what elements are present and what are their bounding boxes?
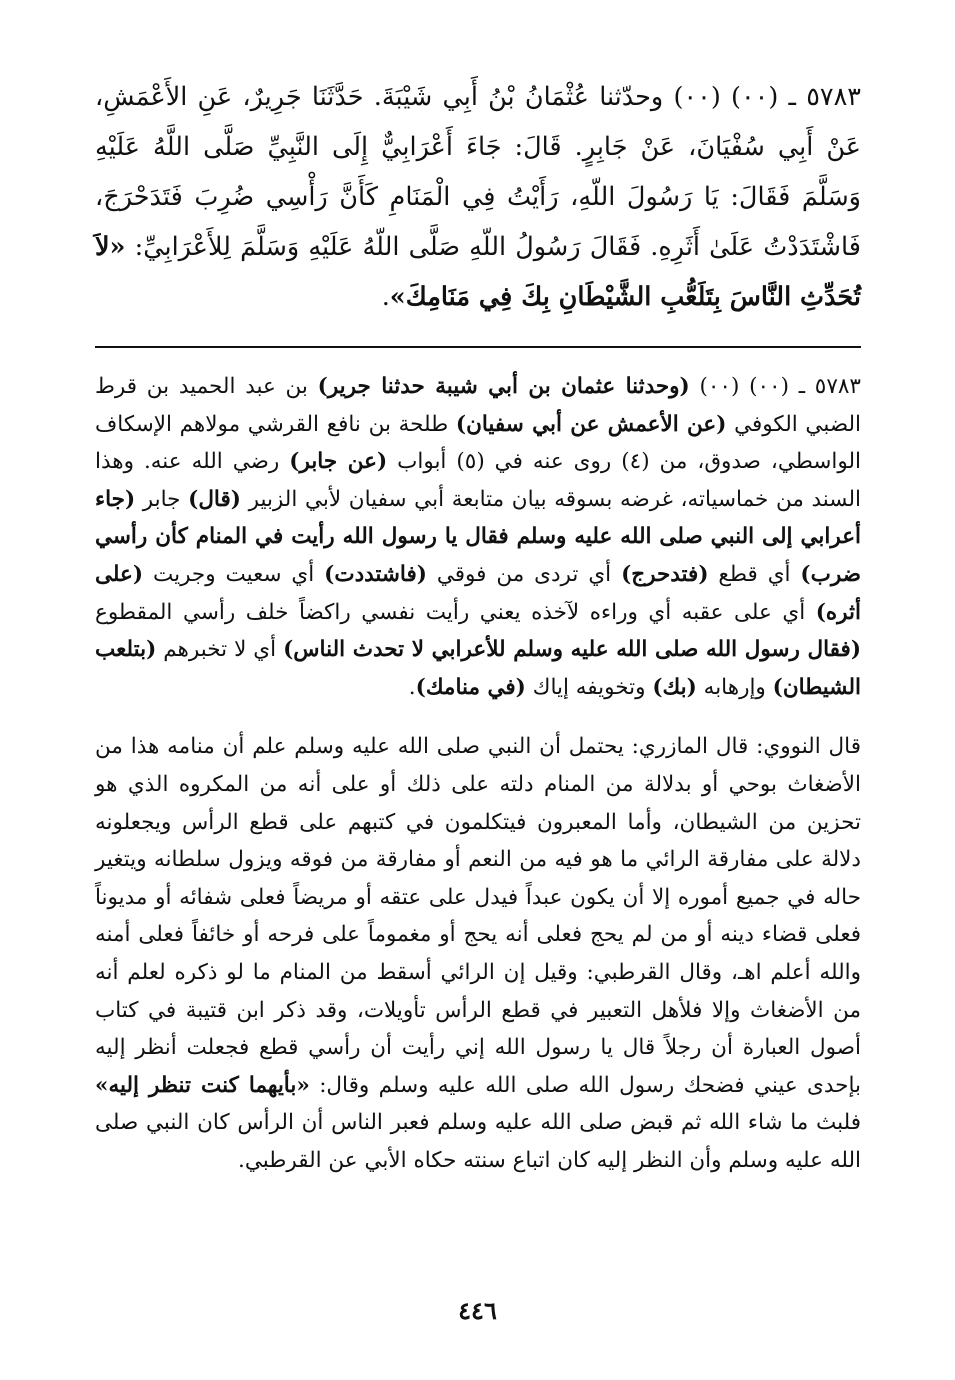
commentary-text: أي قطع bbox=[718, 561, 791, 587]
commentary-quote: (بتلعب الشيطان) bbox=[95, 637, 861, 700]
commentary-text: أي تردى من فوقي bbox=[436, 561, 612, 587]
commentary-text: رضي الله عنه. وهذا السند من خماسياته، غرضه بسوقه بيان متابعة أبي سفيان لأبي الزبير bbox=[95, 449, 861, 512]
commentary-quote: (جاء أعرابي إلى النبي صلى الله عليه وسلم فقال يا رسول الله رأيت في المنام كأن رأسي ضرب) bbox=[95, 486, 861, 587]
commentary-quote: (عن جابر) bbox=[289, 449, 388, 475]
commentary-text: أي على عقبه أي وراءه لآخذه يعني رأيت نفسي راكضاً خلف رأسي المقطوع bbox=[95, 599, 806, 625]
commentary-end: . bbox=[408, 674, 416, 700]
nawawi-text: قال النووي: قال المازري: يحتمل أن النبي صلى الله عليه وسلم علم أن منامه هذا من الأضغاث بوحي أو بدلالة من المنام دلته على ذلك أو على أنه من المكروه الذي هو تحزين من الشيطان، وأما المعبرون فيتكلمون في كتبهم على قطع الرأس ويجعلونه دلالة على مفارقة الرائي ما هو فيه من النعم أو مفارقة من فوقه ويزول سلطانه ويتغير حاله في جميع أموره إلا أن يكون عبداً فيدل على عتقه أو مريضاً فعلى شفائه أو مديوناً فعلى قضاء دينه أو من لم يحج فعلى أنه يحج أو مغموماً على فرحه أو خائفاً فعلى أمنه والله أعلم اهـ، وقال القرطبي: وقيل إن الرائي أسقط من المنام ما لو ذكره لعلم أنه من الأضغاث وإلا فلأهل التعبير في قطع الرأس تأويلات، وقد ذكر ابن قتيبة في كتاب أصول العبارة أن رجلاً قال يا رسول الله إني رأيت أن رأسي قطع فجعلت أنظر إليه بإحدى عيني فضحك رسول الله صلى الله عليه وسلم وقال: bbox=[95, 734, 861, 1098]
commentary-text: وإرهابه bbox=[703, 674, 766, 700]
commentary-text: جابر bbox=[142, 486, 181, 512]
commentary-text: وتخويفه إياك bbox=[532, 674, 646, 700]
commentary-quote: (فتدحرج) bbox=[621, 561, 709, 587]
page-number: ٤٤٦ bbox=[458, 1296, 497, 1325]
commentary-text: بن عبد الحميد بن قرط الضبي الكوفي bbox=[95, 374, 861, 437]
page-body bbox=[95, 72, 861, 1179]
commentary-quote: (على أثره) bbox=[95, 561, 861, 625]
commentary-quote: (عن الأعمش عن أبي سفيان) bbox=[455, 411, 727, 437]
nawawi-quote: «بأيهما كنت تنظر إليه» bbox=[95, 1072, 310, 1098]
commentary-quote: (بك) bbox=[652, 674, 697, 700]
commentary-text: أي سعيت وجريت bbox=[152, 561, 315, 587]
commentary-quote: (فاشتددت) bbox=[324, 561, 427, 587]
footnote-divider bbox=[95, 346, 861, 348]
paragraph-gap bbox=[95, 706, 861, 728]
commentary-paragraph bbox=[95, 368, 861, 706]
nawawi-text-end: فلبث ما شاء الله ثم قبض صلى الله عليه وسلم فعبر الناس أن الرأس كان النبي صلى الله عليه وسلم وأن النظر إليه كان اتباع سنته حكاه الأبي عن القرطبي. bbox=[95, 1110, 861, 1173]
commentary-text: ٥٧٨٣ ـ (٠٠) (٠٠) bbox=[699, 374, 861, 399]
hadith-narration: ٥٧٨٣ ـ (٠٠) (٠٠) وحدّثنا عُثْمَانُ بْنُ أَبِي شَيْبَةَ. حَدَّثَنَا جَرِيرٌ، عَنِ الأَعْمَشِ، عَنْ أَبِي سُفْيَانَ، عَنْ جَابِرٍ. قَالَ: جَاءَ أَعْرَابِيٌّ إِلَى النَّبِيِّ صَلَّى اللَّهُ عَلَيْهِ وَسَلَّمَ فَقَالَ: يَا رَسُولَ اللّهِ، رَأَيْتُ فِي الْمَنَامِ كَأَنَّ رَأْسِي ضُرِبَ فَتَدَحْرَجَ، فَاشْتَدَدْتُ عَلَىٰ أَثَرِهِ. فَقَالَ رَسُولُ اللّهِ صَلَّى اللّهُ عَلَيْهِ وَسَلَّمَ لِلأَعْرَابِيِّ: bbox=[95, 82, 861, 262]
commentary-quote: (في منامك) bbox=[415, 674, 526, 700]
commentary-text: أي لا تخبرهم bbox=[163, 637, 277, 663]
nawawi-paragraph bbox=[95, 728, 861, 1179]
commentary-quote: (وحدثنا عثمان بن أبي شيبة حدثنا جرير) bbox=[317, 374, 690, 399]
hadith-text bbox=[95, 72, 861, 322]
commentary-quote: (فقال رسول الله صلى الله عليه وسلم للأعرابي لا تحدث الناس) bbox=[283, 637, 862, 663]
commentary-text: طلحة بن نافع القرشي مولاهم الإسكاف الواسطي، صدوق، من (٤) روى عنه في (٥) أبواب bbox=[95, 411, 862, 475]
commentary-quote: (قال) bbox=[188, 486, 241, 512]
hadith-end: . bbox=[381, 282, 390, 312]
hadith-prophet-quote: «لاَ تُحَدِّثِ النَّاسَ بِتَلَعُّبِ الشَّيْطَانِ بِكَ فِي مَنَامِكَ» bbox=[95, 232, 861, 312]
